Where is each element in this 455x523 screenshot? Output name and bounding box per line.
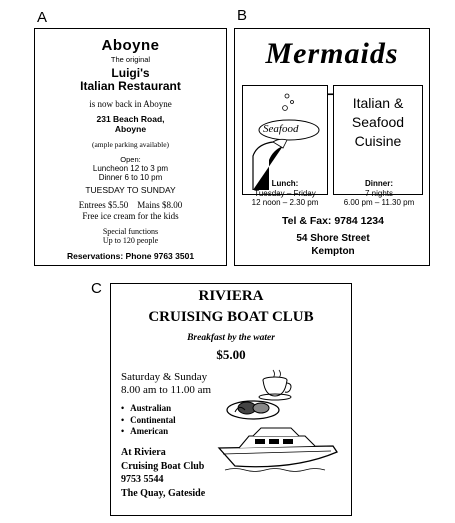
ad-a-open: Open: — [120, 154, 141, 164]
ad-aboyne — [34, 28, 227, 266]
label-a: A — [37, 9, 48, 26]
riviera-subtitle: Breakfast by the water — [187, 332, 275, 343]
contact-line-1: At Riviera — [121, 447, 166, 458]
ad-a-restaurant-type: Italian Restaurant — [80, 78, 181, 93]
cuisine-line-3: Cuisine — [354, 132, 402, 149]
ad-mermaids — [234, 28, 430, 266]
dinner-days: 7 nights — [364, 188, 394, 198]
ad-a-icecream: Free ice cream for the kids — [82, 210, 179, 221]
mermaids-address: 54 Shore Street — [296, 233, 370, 244]
cuisine-line-2: Seafood — [351, 113, 405, 130]
seafood-sign-text: Seafood — [263, 123, 299, 135]
riviera-title-2: CRUISING BOAT CLUB — [148, 309, 314, 326]
option-continental: • Continental — [121, 415, 176, 427]
mermaids-phone: Tel & Fax: 9784 1234 — [282, 215, 384, 227]
riviera-contact — [121, 446, 205, 500]
lunch-hours — [241, 179, 329, 208]
ad-a-reservations: Reservations: Phone 9763 3501 — [66, 251, 195, 262]
option-american: • American — [121, 426, 176, 438]
dinner-time: 6.00 pm – 11.30 pm — [343, 198, 415, 208]
ad-a-town: Aboyne — [101, 37, 160, 54]
dinner-hours — [333, 179, 425, 208]
ad-a-days: TUESDAY TO SUNDAY — [85, 184, 176, 195]
ad-a-back: is now back in Aboyne — [89, 99, 172, 109]
waiter-seafood-icon — [243, 86, 327, 194]
lunch-label: Lunch: — [271, 179, 299, 188]
ad-a-functions: Special functions — [102, 226, 159, 236]
breakfast-options — [121, 403, 176, 438]
lunch-time: 12 noon – 2.30 pm — [251, 198, 319, 208]
contact-line-4: The Quay, Gateside — [121, 487, 206, 499]
ad-a-original: The original — [110, 55, 151, 64]
ad-a-suburb: Aboyne — [114, 124, 147, 135]
ad-a-restaurant-name: Luigi's — [111, 65, 150, 80]
riviera-hours: 8.00 am to 11.00 am — [121, 384, 212, 396]
ad-a-prices: Entrees $5.50 Mains $8.00 — [78, 200, 183, 211]
cuisine-line-1: Italian & — [352, 95, 404, 111]
ad-a-capacity: Up to 120 people — [102, 236, 159, 246]
boat-icon — [215, 424, 343, 474]
label-b: B — [237, 7, 248, 24]
ad-riviera — [110, 283, 352, 516]
dinner-label: Dinner: — [365, 179, 393, 188]
riviera-title-1: RIVIERA — [198, 288, 264, 304]
lunch-days: Tuesday – Friday — [254, 188, 316, 198]
ad-a-parking: (ample parking available) — [91, 139, 170, 149]
label-c: C — [91, 280, 102, 297]
riviera-days: Saturday & Sunday — [121, 371, 208, 383]
mermaids-suburb: Kempton — [311, 246, 355, 257]
contact-line-2: Cruising Boat Club — [121, 460, 205, 472]
riviera-price: $5.00 — [216, 346, 246, 362]
ad-a-dinner: Dinner 6 to 10 pm — [98, 173, 163, 183]
ad-a-street: 231 Beach Road, — [96, 114, 165, 125]
ad-a-lunch: Luncheon 12 to 3 pm — [92, 164, 169, 174]
option-australian: • Australian — [121, 403, 176, 415]
contact-line-3: 9753 5544 — [121, 474, 164, 485]
mermaids-logo: Mermaids — [265, 37, 399, 70]
breakfast-plate-icon — [223, 368, 303, 424]
